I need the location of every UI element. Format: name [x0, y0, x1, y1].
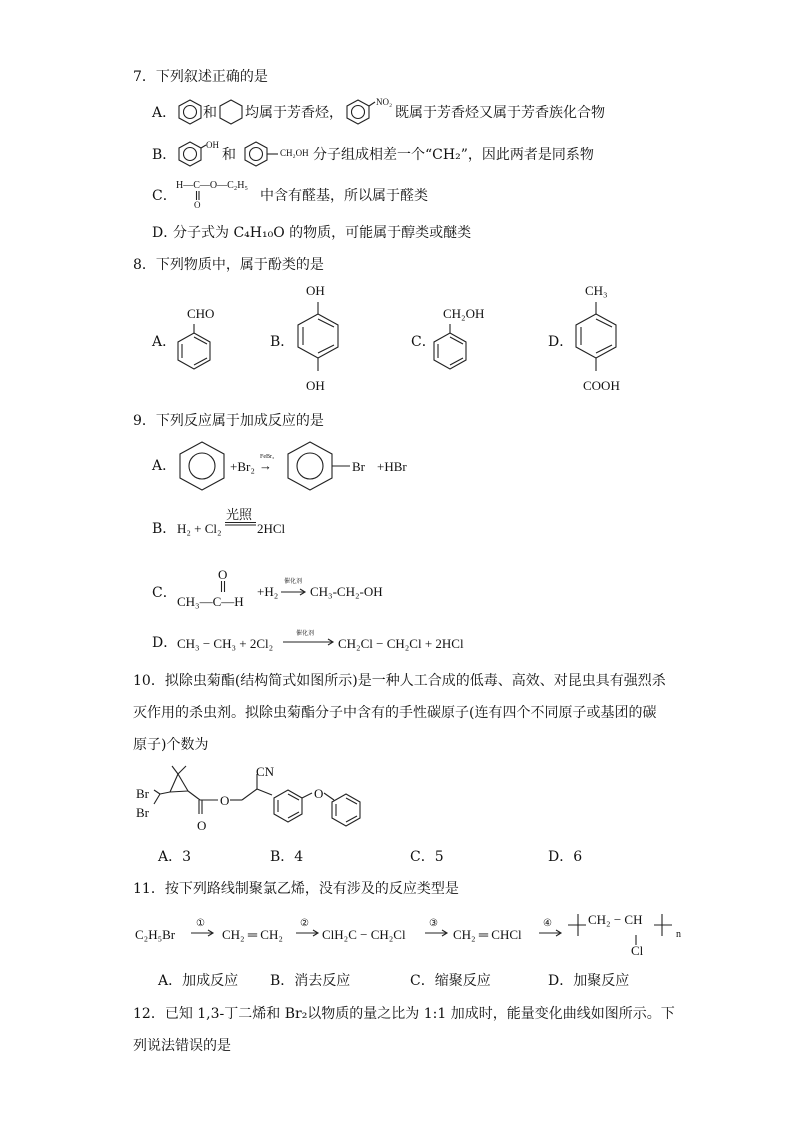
q8-b-label: B．	[270, 334, 295, 350]
q11-poly: CH₂ − CH	[588, 912, 643, 927]
q9-b-cond: 光照	[226, 507, 253, 522]
q9-c-o: O	[218, 567, 228, 582]
benzyl-alcohol-icon	[432, 322, 472, 372]
q7-d-text: 分子式为 C₄H₁₀O 的物质，可能属于醇类或醚类	[173, 225, 472, 241]
q9-stem: 9．下列反应属于加成反应的是	[133, 413, 324, 429]
equals-arrow-icon	[225, 522, 257, 526]
q10-br1: Br	[136, 786, 149, 801]
q8-b-bottom: OH	[306, 378, 325, 393]
q7-c-formula: H—C—O—C₂H₅	[176, 180, 248, 191]
q10-br2: Br	[136, 805, 149, 820]
q11-n4: ④	[543, 918, 552, 929]
q11-s2: CH₂ ═ CH₂	[222, 927, 283, 942]
q10-option-a: A．3	[158, 849, 192, 865]
q7-stem: 7．下列叙述正确的是	[133, 69, 268, 85]
q8-c-label: C．	[411, 334, 436, 350]
q11-s4: CH₂ ═ CHCl	[453, 927, 522, 942]
q11-option-a: A．加成反应	[158, 973, 239, 989]
q8-d-bottom: COOH	[583, 378, 620, 393]
q11-stem: 11．按下列路线制聚氯乙烯，没有涉及的反应类型是	[133, 881, 459, 897]
q9-c-label: C．	[152, 585, 177, 601]
q9-a-label: A．	[152, 458, 177, 474]
q8-stem: 8．下列物质中，属于酚类的是	[133, 257, 324, 273]
q9-d-left: CH₃ − CH₃ + 2Cl₂	[177, 636, 274, 651]
q11-poly-n: n	[676, 929, 681, 940]
q8-d-label: D．	[548, 334, 574, 350]
q12-line1: 12．已知 1,3-丁二烯和 Br₂以物质的量之比为 1:1 加成时，能量变化曲线如图所示。下	[133, 1006, 675, 1022]
q8-b-top: OH	[306, 283, 325, 298]
benzyl-alcohol-icon	[243, 141, 283, 167]
q7-a-and: 和	[203, 105, 217, 121]
q10-option-b: B．4	[270, 849, 304, 865]
q9-a-cat: FeBr₃	[260, 454, 275, 460]
q9-c-plus: +H₂	[257, 584, 279, 599]
q8-d-top: CH₃	[585, 283, 608, 298]
q7-b-text: 分子组成相差一个“CH₂”，因此两者是同系物	[313, 147, 594, 163]
q7-c-text: 中含有醛基，所以属于醛类	[260, 188, 428, 204]
arrow-icon	[283, 639, 335, 645]
q7-a-text2: 既属于芳香烃又属于芳香族化合物	[395, 105, 605, 121]
q9-b-left: H₂ + Cl₂	[177, 521, 222, 536]
q9-a-arrow: →	[259, 458, 272, 473]
q7-a-text1: 均属于芳香烃，	[245, 105, 343, 121]
q7-b-oh: OH	[206, 140, 219, 150]
q10-line1: 10．拟除虫菊酯(结构简式如图所示)是一种人工合成的低毒、高效、对昆虫具有强烈杀	[133, 673, 666, 689]
q9-c-right: CH₃-CH₂-OH	[310, 584, 383, 599]
q7-b-label: B．	[152, 147, 177, 163]
q9-b-label: B．	[152, 521, 177, 537]
q7-b-and: 和	[222, 147, 236, 163]
q9-a-plus: +Br₂	[230, 459, 255, 474]
q10-o3: O	[314, 786, 324, 801]
q11-n3: ③	[429, 918, 438, 929]
q10-option-d: D．6	[548, 849, 583, 865]
q10-line3: 原子)个数为	[133, 737, 209, 753]
q11-option-d: D．加聚反应	[548, 973, 630, 989]
q10-cn: CN	[256, 764, 275, 779]
q9-c-left: CH₃—C—H	[177, 594, 244, 609]
q11-poly-cl: Cl	[631, 943, 644, 958]
q11-n2: ②	[300, 918, 309, 929]
arrow-icon	[425, 930, 449, 936]
q7-a-no2: NO₂	[376, 97, 393, 107]
benzene-ring-icon	[178, 440, 228, 492]
q11-option-b: B．消去反应	[270, 973, 351, 989]
q11-n1: ①	[196, 918, 205, 929]
q11-option-c: C．缩聚反应	[410, 973, 491, 989]
bromobenzene-icon	[286, 440, 362, 492]
q11-s1: C₂H₅Br	[135, 927, 176, 942]
arrow-icon	[191, 930, 215, 936]
q8-a-group: CHO	[187, 306, 215, 321]
q7-a-label: A．	[152, 105, 177, 121]
phenol-icon	[177, 141, 207, 167]
pyrethroid-structure-icon	[130, 760, 370, 835]
q8-c-group: CH₂OH	[443, 306, 485, 321]
q9-d-cat: 催化剂	[296, 631, 315, 637]
q7-b-ch2oh: CH₂OH	[280, 148, 309, 158]
carbonyl-double-bond-icon	[221, 581, 226, 595]
p-toluic-acid-icon	[573, 297, 623, 377]
q10-o1: O	[197, 818, 207, 833]
q12-line2: 列说法错误的是	[133, 1038, 231, 1054]
q9-d-right: CH₂Cl − CH₂Cl + 2HCl	[338, 636, 464, 651]
benzene-ring-icon	[177, 99, 203, 125]
benzaldehyde-icon	[176, 322, 216, 372]
q10-o2: O	[220, 793, 230, 808]
q9-c-cat: 催化剂	[284, 579, 303, 585]
hydroquinone-icon	[295, 297, 345, 377]
arrow-icon	[539, 930, 563, 936]
q7-c-label: C．	[152, 188, 177, 204]
arrow-icon	[296, 930, 320, 936]
cyclohexane-ring-icon	[218, 99, 244, 125]
q11-s3: ClH₂C − CH₂Cl	[322, 927, 406, 942]
q8-a-label: A．	[152, 334, 177, 350]
q9-b-right: 2HCl	[257, 521, 286, 536]
q7-d-label: D．	[152, 225, 178, 241]
q9-a-br: Br	[352, 459, 365, 474]
q10-line2: 灭作用的杀虫剂。拟除虫菊酯分子中含有的手性碳原子(连有四个不同原子或基团的碳	[133, 705, 657, 721]
q9-a-hbr: +HBr	[377, 459, 407, 474]
q9-d-label: D．	[152, 635, 178, 651]
arrow-icon	[281, 589, 307, 595]
q10-option-c: C．5	[410, 849, 444, 865]
q7-c-o: O	[194, 200, 201, 210]
